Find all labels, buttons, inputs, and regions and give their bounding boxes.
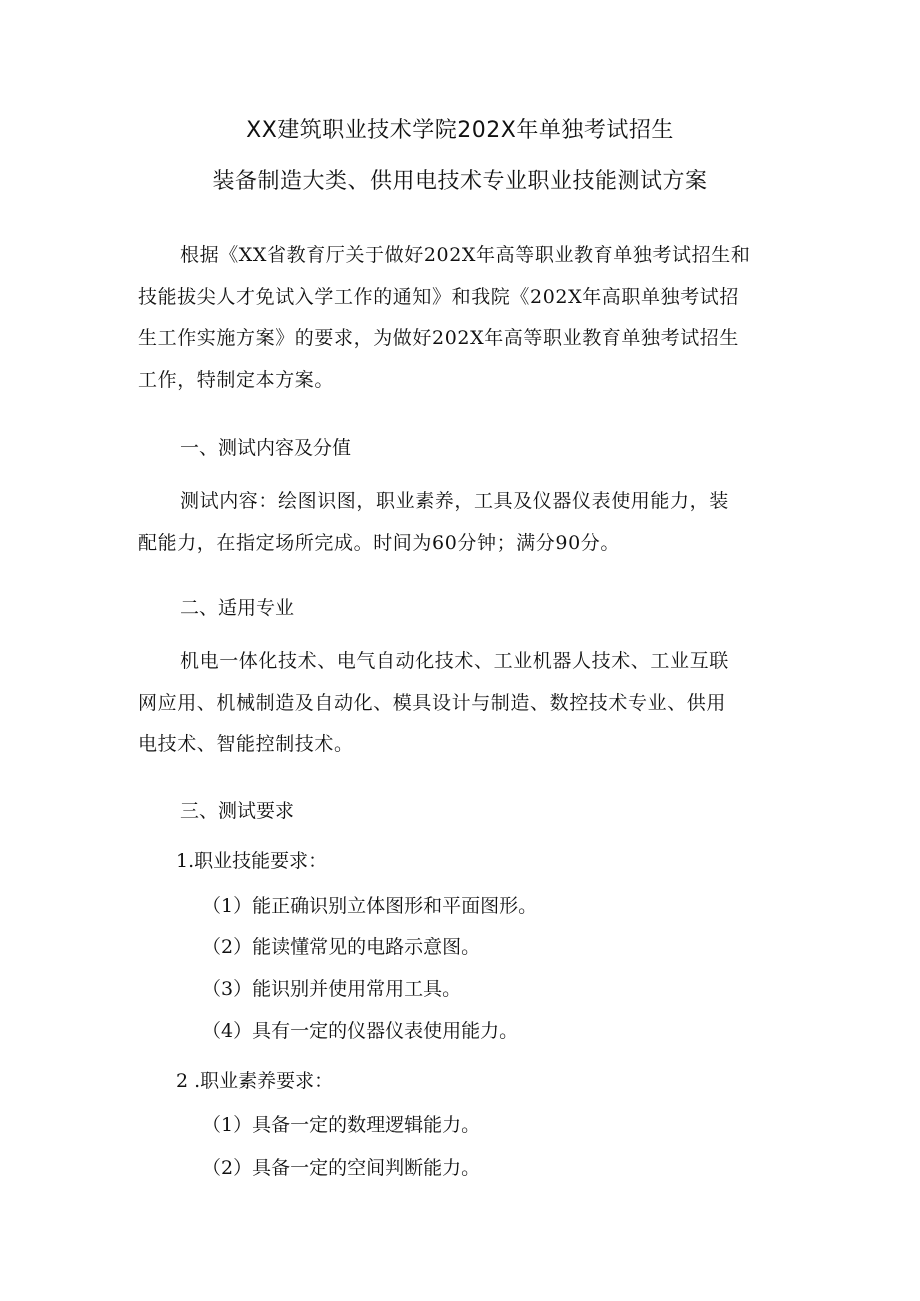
skill-requirements-heading: 1.职业技能要求：	[176, 850, 328, 872]
intro-line: 工作，特制定本方案。	[138, 368, 335, 391]
document-title-line1: XX建筑职业技术学院202X年单独考试招生	[246, 118, 674, 143]
section2-heading: 二、适用专业	[180, 597, 295, 619]
intro-paragraph	[138, 235, 788, 401]
document-title-line2: 装备制造大类、供用电技术专业职业技能测试方案	[212, 169, 708, 194]
skill-requirement-item: （1）能正确识别立体图形和平面图形。	[202, 895, 538, 917]
section1-paragraph	[138, 481, 788, 564]
section1-line: 测试内容：绘图识图，职业素养，工具及仪器仪表使用能力，装	[180, 490, 729, 512]
section2-line: 机电一体化技术、电气自动化技术、工业机器人技术、工业互联	[180, 650, 729, 672]
literacy-requirement-item: （1）具备一定的数理逻辑能力。	[202, 1114, 481, 1136]
skill-requirement-item: （2）能读懂常见的电路示意图。	[202, 936, 481, 958]
skill-requirement-item: （3）能识别并使用常用工具。	[202, 978, 462, 1000]
section1-line: 配能力，在指定场所完成。时间为60分钟；满分90分。	[138, 531, 620, 554]
literacy-requirement-item: （2）具备一定的空间判断能力。	[202, 1157, 481, 1179]
intro-line: 技能拔尖人才免试入学工作的通知》和我院《202X年高职单独考试招	[138, 285, 739, 308]
intro-line: 生工作实施方案》的要求，为做好202X年高等职业教育单独考试招生	[138, 327, 739, 349]
literacy-requirements-heading: 2 .职业素养要求：	[176, 1070, 334, 1092]
skill-requirement-item: （4）具有一定的仪器仪表使用能力。	[202, 1020, 519, 1042]
section2-line: 电技术、智能控制技术。	[138, 733, 354, 755]
section1-heading: 一、测试内容及分值	[180, 437, 352, 459]
section3-heading: 三、测试要求	[180, 800, 295, 822]
section2-paragraph	[138, 641, 788, 766]
intro-line: 根据《XX省教育厅关于做好202X年高等职业教育单独考试招生和	[180, 244, 751, 266]
section2-line: 网应用、机械制造及自动化、模具设计与制造、数控技术专业、供用	[138, 691, 727, 714]
